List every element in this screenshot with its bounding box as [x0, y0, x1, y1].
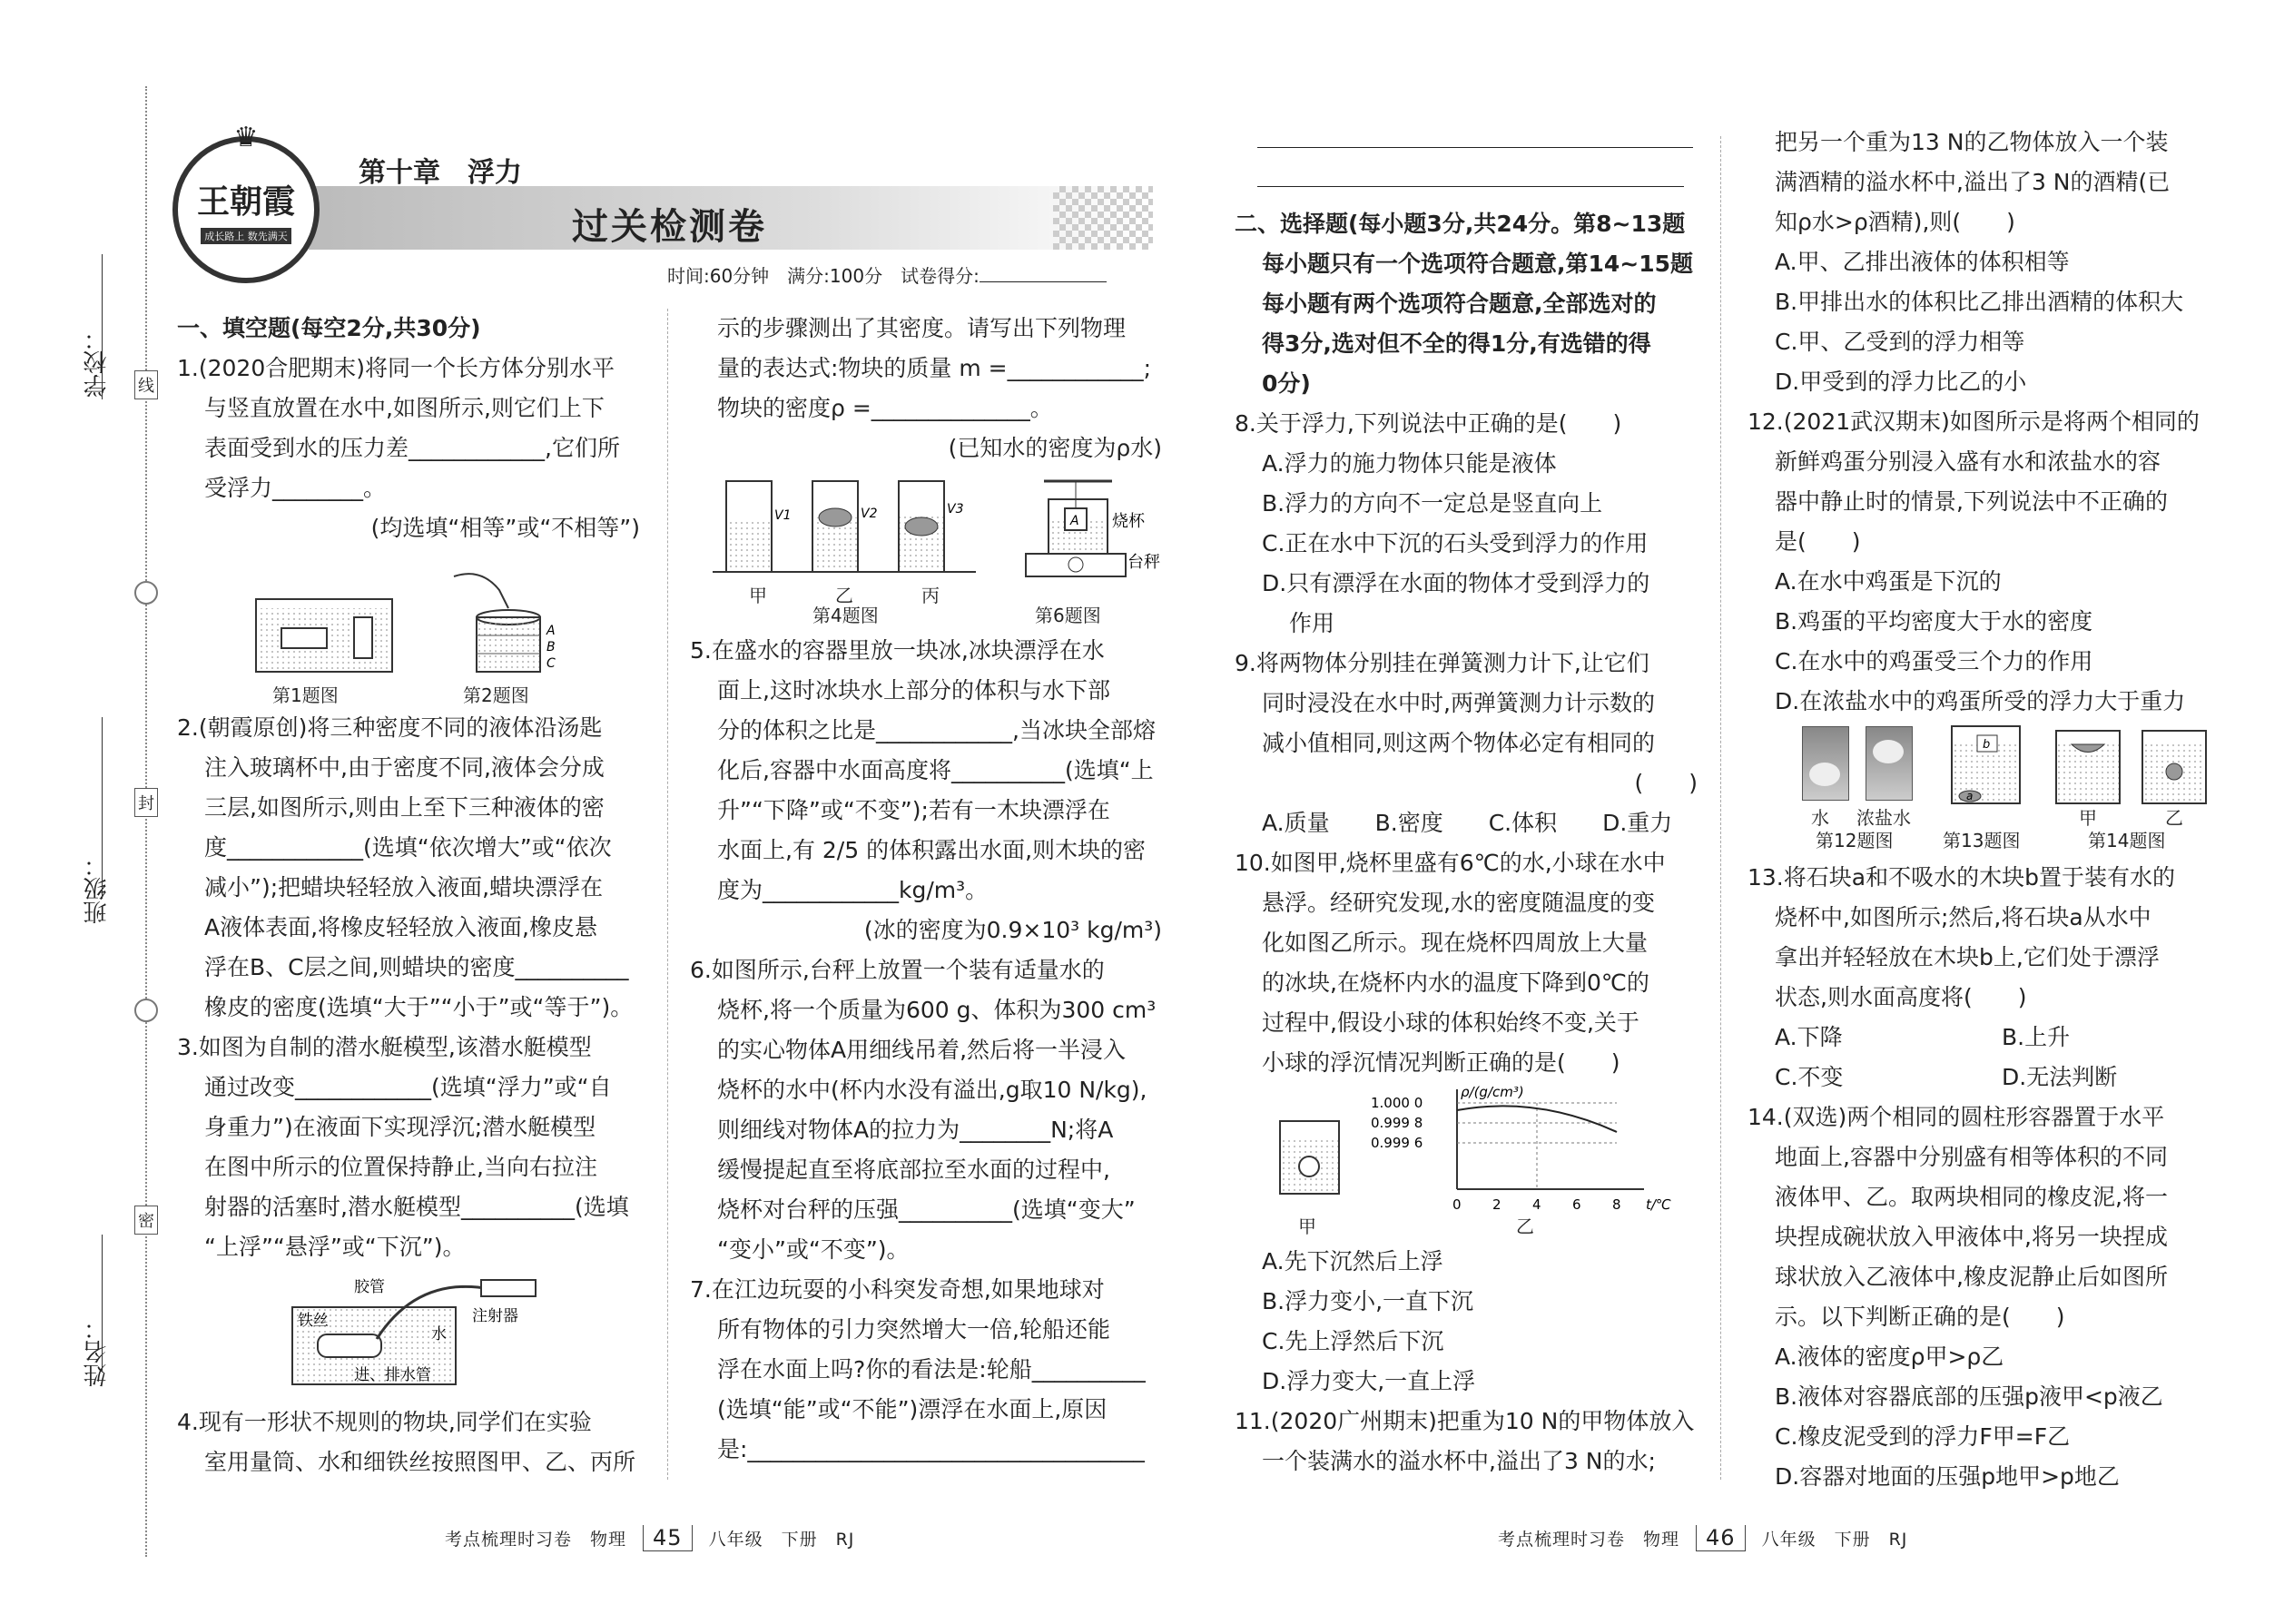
q2-line: 度____________(选填“依次增大”或“依次 [204, 834, 612, 861]
chart-x-tick-label: 4 [1532, 1196, 1541, 1213]
q3-line: 3.如图为自制的潜水艇模型,该潜水艇模型 [177, 1034, 592, 1060]
q5-line: 升”“下降”或“不变”);若有一木块漂浮在 [717, 797, 1110, 823]
q14-line: 14.(双选)两个相同的圆柱形容器置于水平 [1748, 1104, 2165, 1130]
q2-line: 浮在B、C层之间,则蜡块的密度__________ [204, 954, 629, 980]
column-4b [1748, 858, 2220, 1497]
q10-label-yi: 乙 [1516, 1216, 1534, 1237]
q14-label-yi: 乙 [2165, 807, 2183, 829]
q10-beaker-figure [1271, 1112, 1353, 1203]
q13-label-b: b [1983, 738, 1991, 752]
q13-option[interactable]: B.上升 [2002, 1024, 2071, 1050]
class-line [102, 717, 103, 899]
q2-label-b: B [546, 640, 556, 655]
q5-line: 分的体积之比是____________,当冰块全部熔 [717, 717, 1156, 743]
q14-line: 块捏成碗状放入甲液体中,将另一块捏成 [1775, 1224, 2168, 1250]
q11-line: 11.(2020广州期末)把重为10 N的甲物体放入 [1235, 1408, 1695, 1434]
q3-line: 射器的活塞时,潜水艇模型__________(选填 [204, 1194, 629, 1220]
q14-label-jia: 甲 [2079, 807, 2097, 829]
chart-y-tick-label: 0.999 6 [1371, 1135, 1423, 1151]
chapter-title: 第十章 浮力 [359, 157, 522, 189]
binding-mark-mi: 密 [134, 1206, 158, 1235]
q12-option[interactable]: A.在水中鸡蛋是下沉的 [1775, 568, 2002, 595]
q3-label-wire: 铁丝 [298, 1312, 329, 1330]
q12-label-water: 水 [1811, 807, 1829, 829]
chart-group [1371, 1084, 1671, 1213]
q3-line: “上浮”“悬浮”或“下沉”)。 [204, 1234, 466, 1260]
q12-option[interactable]: B.鸡蛋的平均密度大于水的密度 [1775, 608, 2093, 635]
column-divider-1 [667, 309, 668, 1480]
q14-line: 示。以下判断正确的是( ) [1775, 1304, 2065, 1330]
q13-options-row2 [1748, 1058, 2220, 1097]
q1-block-horizontal [281, 628, 327, 648]
section-2-line: 每小题只有一个选项符合题意,第14~15题 [1262, 251, 1694, 277]
q12-option[interactable]: D.在浓盐水中的鸡蛋所受的浮力大于重力 [1775, 688, 2186, 714]
q2-line: 三层,如图所示,则由上至下三种液体的密 [204, 794, 605, 821]
q2-pouring-hand [454, 574, 508, 608]
q10-density-chart [1371, 1080, 1698, 1216]
q13-options-row1 [1748, 1018, 2220, 1058]
q10-option[interactable]: A.先下沉然后上浮 [1262, 1248, 1443, 1275]
q4-water-jia [727, 522, 771, 571]
q4-label-jia: 甲 [749, 585, 767, 606]
q14-option[interactable]: A.液体的密度ρ甲>ρ乙 [1775, 1343, 2004, 1370]
q3-label-syringe: 注射器 [472, 1307, 518, 1325]
q7-line: 所有物体的引力突然增大一倍,轮船还能 [717, 1316, 1110, 1343]
q12-line: 12.(2021武汉期末)如图所示是将两个相同的 [1748, 408, 2200, 435]
q11-option[interactable]: A.甲、乙排出液体的体积相等 [1775, 249, 2070, 275]
binding-mark-xian: 线 [134, 370, 158, 399]
q4-line: 物块的密度ρ =______________。 [717, 395, 1053, 421]
crown-icon: ♛ [233, 122, 259, 153]
footer-right-pre: 考点梳理时习卷 物理 [1498, 1530, 1680, 1550]
q9-paren: ( ) [1634, 770, 1698, 796]
section-2-line: 每小题有两个选项符合题意,全部选对的 [1262, 290, 1657, 317]
q13-line: 拿出并轻轻放在木块b上,它们处于漂浮 [1775, 944, 2160, 970]
q3-line: 身重力”)在液面下实现浮沉;潜水艇模型 [204, 1114, 596, 1140]
q4-label-v3: V3 [947, 502, 964, 517]
q11-line: 把另一个重为13 N的乙物体放入一个装 [1775, 129, 2169, 155]
q10-ball [1299, 1156, 1319, 1176]
q2-label-c: C [546, 656, 556, 671]
q8-option[interactable]: B.浮力的方向不一定总是竖直向上 [1262, 490, 1603, 517]
exam-info-text: 时间:60分钟 满分:100分 试卷得分: [667, 265, 980, 287]
q13-option[interactable]: D.无法判断 [2002, 1064, 2118, 1090]
q9-line: 同时浸没在水中时,两弹簧测力计示数的 [1262, 690, 1655, 716]
column-2b [690, 631, 1162, 1470]
name-line [102, 1235, 103, 1371]
q5-line: 面上,这时冰块水上部分的体积与水下部 [717, 677, 1110, 704]
q14-line: 地面上,容器中分别盛有相等体积的不同 [1775, 1144, 2168, 1170]
q14-ball [2166, 763, 2182, 780]
q6-figure [1008, 477, 1162, 581]
q2-figure [445, 567, 572, 676]
chart-x-tick-label: 6 [1572, 1196, 1581, 1213]
q3-line: 在图中所示的位置保持静止,当向右拉注 [204, 1154, 597, 1180]
q2-caption: 第2题图 [463, 684, 529, 706]
section-2-line: 二、选择题(每小题3分,共24分。第8~13题 [1235, 211, 1686, 237]
q10-line: 化如图乙所示。现在烧杯四周放上大量 [1262, 930, 1649, 956]
q4-note: (已知水的密度为ρ水) [948, 435, 1162, 461]
q8-option[interactable]: C.正在水中下沉的石头受到浮力的作用 [1262, 530, 1649, 556]
exam-info [667, 261, 1107, 288]
q8-option[interactable]: A.浮力的施力物体只能是液体 [1262, 450, 1557, 477]
q3-syringe [481, 1280, 536, 1296]
section-2-line: 得3分,选对但不全的得1分,有选错的得 [1262, 330, 1651, 357]
q8-stem: 8.关于浮力,下列说法中正确的是( ) [1235, 410, 1622, 437]
binding-circle-1 [134, 581, 158, 605]
q4-label-bing: 丙 [921, 585, 940, 606]
q1-line: 与竖直放置在水中,如图所示,则它们上下 [204, 395, 605, 421]
header-checker [1053, 186, 1153, 250]
chart-x-tick-label: 2 [1492, 1196, 1501, 1213]
footer-right [1498, 1525, 1907, 1551]
q14-line: 球状放入乙液体中,橡皮泥静止后如图所 [1775, 1264, 2168, 1290]
q13-figure [1943, 722, 2033, 808]
q3-line: 通过改变____________(选填“浮力”或“自 [204, 1074, 612, 1100]
chart-x-axis-label: t/℃ [1646, 1196, 1671, 1213]
binding-circle-2 [134, 999, 158, 1022]
q9-line: 减小值相同,则这两个物体必定有相同的 [1262, 730, 1655, 756]
q3-label-water: 水 [431, 1325, 447, 1343]
q4-block-yi [819, 508, 852, 527]
q10-option[interactable]: C.先上浮然后下沉 [1262, 1328, 1444, 1354]
page-number-left: 45 [643, 1525, 693, 1551]
q12-egg-water [1809, 763, 1840, 786]
column-1b [177, 708, 640, 1267]
q4-block-bing [905, 517, 938, 536]
q9-line: 9.将两物体分别挂在弹簧测力计下,让它们 [1235, 650, 1649, 676]
q12-egg-salt [1873, 740, 1904, 763]
q5-line: 化后,容器中水面高度将__________(选填“上 [717, 757, 1154, 783]
q1-figure [254, 590, 399, 676]
q3-label-pipe: 进、排水管 [354, 1366, 431, 1384]
q2-line: 注入玻璃杯中,由于密度不同,液体会分成 [204, 754, 605, 781]
column-divider-2 [1720, 136, 1721, 1480]
q10-line: 的冰块,在烧杯内水的温度下降到0℃的 [1262, 969, 1649, 996]
chart-y-axis-label: ρ/(g/cm³) [1461, 1084, 1524, 1100]
q4-label-v1: V1 [774, 508, 792, 523]
q10-line: 过程中,假设小球的体积始终不变,关于 [1262, 1009, 1639, 1036]
q11-option[interactable]: D.甲受到的浮力比乙的小 [1775, 369, 2027, 395]
q14-option[interactable]: D.容器对地面的压强p地甲>p地乙 [1775, 1463, 2120, 1490]
q2-line: 2.(朝霞原创)将三种密度不同的液体沿汤匙 [177, 714, 603, 741]
q13-label-a: a [1966, 790, 1974, 802]
q5-note: (冰的密度为0.9×10³ kg/m³) [863, 917, 1162, 943]
q4-label-v2: V2 [861, 507, 878, 521]
q1-line: 表面受到水的压力差____________,它们所 [204, 435, 620, 461]
page-title: 过关检测卷 [572, 206, 767, 248]
logo [172, 122, 320, 283]
q14-option[interactable]: C.橡皮泥受到的浮力F甲=F乙 [1775, 1423, 2071, 1450]
q1-note: (均选填“相等”或“不相等”) [370, 515, 640, 541]
q1-line: 1.(2020合肥期末)将同一个长方体分别水平 [177, 355, 615, 381]
q12-label-salt: 浓盐水 [1856, 807, 1911, 829]
q2-line: A液体表面,将橡皮轻轻放入液面,橡皮悬 [204, 914, 597, 940]
binding-dotted-line [145, 86, 147, 1557]
q3-figure [290, 1275, 545, 1389]
q8-option[interactable]: D.只有漂浮在水面的物体才受到浮力的 [1262, 570, 1650, 596]
q10-option[interactable]: B.浮力变小,一直下沉 [1262, 1288, 1474, 1314]
q14-caption: 第14题图 [2088, 830, 2166, 851]
q6-line: “变小”或“不变”)。 [717, 1236, 910, 1263]
q5-line: 水面上,有 2/5 的体积露出水面,则木块的密 [717, 837, 1147, 863]
logo-slogan: 成长路上 数先满天 [201, 228, 291, 244]
q6-caption: 第6题图 [1035, 605, 1101, 626]
section-1-title: 一、填空题(每空2分,共30分) [177, 315, 481, 341]
q12-line: 器中静止时的情景,下列说法中不正确的 [1775, 488, 2168, 515]
q12-caption: 第12题图 [1816, 830, 1894, 851]
q12-option[interactable]: C.在水中的鸡蛋受三个力的作用 [1775, 648, 2093, 674]
q4-caption: 第4题图 [812, 605, 879, 626]
q7-answer-line-1[interactable] [1257, 147, 1693, 148]
q14-option[interactable]: B.液体对容器底部的压强p液甲<p液乙 [1775, 1383, 2163, 1410]
q4-line: 4.现有一形状不规则的物块,同学们在实验 [177, 1409, 592, 1435]
q3-label-tube: 胶管 [354, 1278, 385, 1296]
column-1c [177, 1403, 640, 1482]
q13-line: 烧杯中,如图所示;然后,将石块a从水中 [1775, 904, 2151, 930]
q4-line: 示的步骤测出了其密度。请写出下列物理 [717, 315, 1127, 341]
column-1 [177, 309, 640, 548]
logo-text: 王朝霞 [196, 182, 295, 221]
q10-line: 10.如图甲,烧杯里盛有6℃的水,小球在水中 [1235, 850, 1666, 876]
binding-mark-feng: 封 [134, 788, 158, 817]
q12-line: 新鲜鸡蛋分别浸入盛有水和浓盐水的容 [1775, 448, 2161, 475]
chart-y-tick-label: 0.999 8 [1371, 1115, 1423, 1131]
footer-right-post: 八年级 下册 RJ [1761, 1530, 1908, 1550]
q2-glass-body [477, 617, 540, 672]
q7-answer-line-2[interactable] [1257, 186, 1684, 187]
q3-submarine [318, 1334, 381, 1357]
q11-line: 一个装满水的溢水杯中,溢出了3 N的水; [1262, 1448, 1656, 1474]
q6-label-a: A [1070, 514, 1079, 528]
q14-liquid-jia [2057, 744, 2119, 802]
page-number-right: 46 [1696, 1525, 1746, 1551]
q13-line: 状态,则水面高度将( ) [1775, 984, 2027, 1010]
q7-line: 是:___________________________________ [717, 1436, 1145, 1462]
q11-option[interactable]: C.甲、乙受到的浮力相等 [1775, 329, 2025, 355]
section-2-line: 0分) [1262, 370, 1311, 397]
q4-line: 量的表达式:物块的质量 m =____________; [717, 355, 1152, 381]
q2-line: 橡皮的密度(选填“大于”“小于”或“等于”)。 [204, 994, 634, 1020]
q10-line: 悬浮。经研究发现,水的密度随温度的变 [1262, 890, 1655, 916]
q7-line: 浮在水面上吗?你的看法是:轮船__________ [717, 1356, 1146, 1383]
q6-line: 缓慢提起直至将底部拉至水面的过程中, [717, 1156, 1110, 1183]
q10-line: 小球的浮沉情况判断正确的是( ) [1262, 1049, 1620, 1076]
q6-line: 烧杯的水中(杯内水没有溢出,g取10 N/kg), [717, 1077, 1147, 1103]
column-3 [1235, 204, 1698, 1083]
q8-option-cont: 作用 [1289, 610, 1335, 636]
q6-line: 烧杯,将一个质量为600 g、体积为300 cm³ [717, 997, 1157, 1023]
q11-line: 满酒精的溢水杯中,溢出了3 N的酒精(已 [1775, 169, 2171, 195]
q13-option[interactable]: C.不变 [1775, 1064, 1844, 1090]
name-label: 姓名： [84, 1316, 111, 1387]
q13-line: 13.将石块a和不吸水的木块b置于装有水的 [1748, 864, 2175, 891]
q7-line: 7.在江边玩耍的小科突发奇想,如果地球对 [690, 1276, 1105, 1303]
class-label: 班级： [84, 853, 111, 924]
footer-left-pre: 考点梳理时习卷 物理 [445, 1530, 627, 1550]
q6-label-beaker: 烧杯 [1112, 512, 1145, 531]
q1-caption: 第1题图 [272, 684, 339, 706]
q1-line: 受浮力________。 [204, 475, 387, 501]
q14-line: 液体甲、乙。取两块相同的橡皮泥,将一 [1775, 1184, 2168, 1210]
q9-options[interactable]: A.质量 B.密度 C.体积 D.重力 [1262, 810, 1673, 836]
column-3b [1235, 1242, 1698, 1481]
q4-line: 室用量筒、水和细铁丝按照图甲、乙、丙所 [204, 1449, 636, 1475]
q5-line: 度为____________kg/m³。 [717, 877, 989, 903]
q11-line: 知ρ水>ρ酒精),则( ) [1775, 209, 2015, 235]
q6-label-scale: 台秤 [1127, 553, 1160, 572]
footer-left-post: 八年级 下册 RJ [708, 1530, 855, 1550]
q4-figure [713, 472, 985, 586]
q14-figure [2052, 722, 2220, 808]
chart-y-tick-label: 1.000 0 [1371, 1095, 1423, 1111]
q10-option[interactable]: D.浮力变大,一直上浮 [1262, 1368, 1476, 1394]
school-label: 学校： [84, 327, 111, 398]
column-2 [690, 309, 1162, 468]
q4-label-yi: 乙 [835, 585, 853, 606]
q6-line: 则细线对物体A的拉力为________N;将A [717, 1117, 1114, 1143]
q10-label-jia: 甲 [1298, 1216, 1316, 1237]
q12-line: 是( ) [1775, 528, 1861, 555]
q2-label-a: A [546, 624, 556, 638]
q1-block-vertical [354, 617, 372, 658]
q6-line: 的实心物体A用细线吊着,然后将一半浸入 [717, 1037, 1127, 1063]
q12-photo-salt [1866, 726, 1913, 801]
q13-caption: 第13题图 [1943, 830, 2021, 851]
school-line [102, 254, 103, 399]
q6-line: 烧杯对台秤的压强__________(选填“变大” [717, 1196, 1136, 1223]
q5-line: 5.在盛水的容器里放一块冰,冰块漂浮在水 [690, 637, 1105, 664]
q11-option[interactable]: B.甲排出水的体积比乙排出酒精的体积大 [1775, 289, 2184, 315]
q2-line: 减小”);把蜡块轻轻放入液面,蜡块漂浮在 [204, 874, 604, 901]
score-field[interactable] [980, 263, 1107, 282]
q6-line: 6.如图所示,台秤上放置一个装有适量水的 [690, 957, 1105, 983]
q13-option[interactable]: A.下降 [1775, 1024, 1843, 1050]
chart-x-tick-label: 8 [1612, 1196, 1621, 1213]
q7-line: (选填“能”或“不能”)漂浮在水面上,原因 [717, 1396, 1108, 1422]
column-4 [1748, 123, 2220, 722]
chart-x-tick-label: 0 [1452, 1196, 1462, 1213]
footer-left [445, 1525, 854, 1551]
